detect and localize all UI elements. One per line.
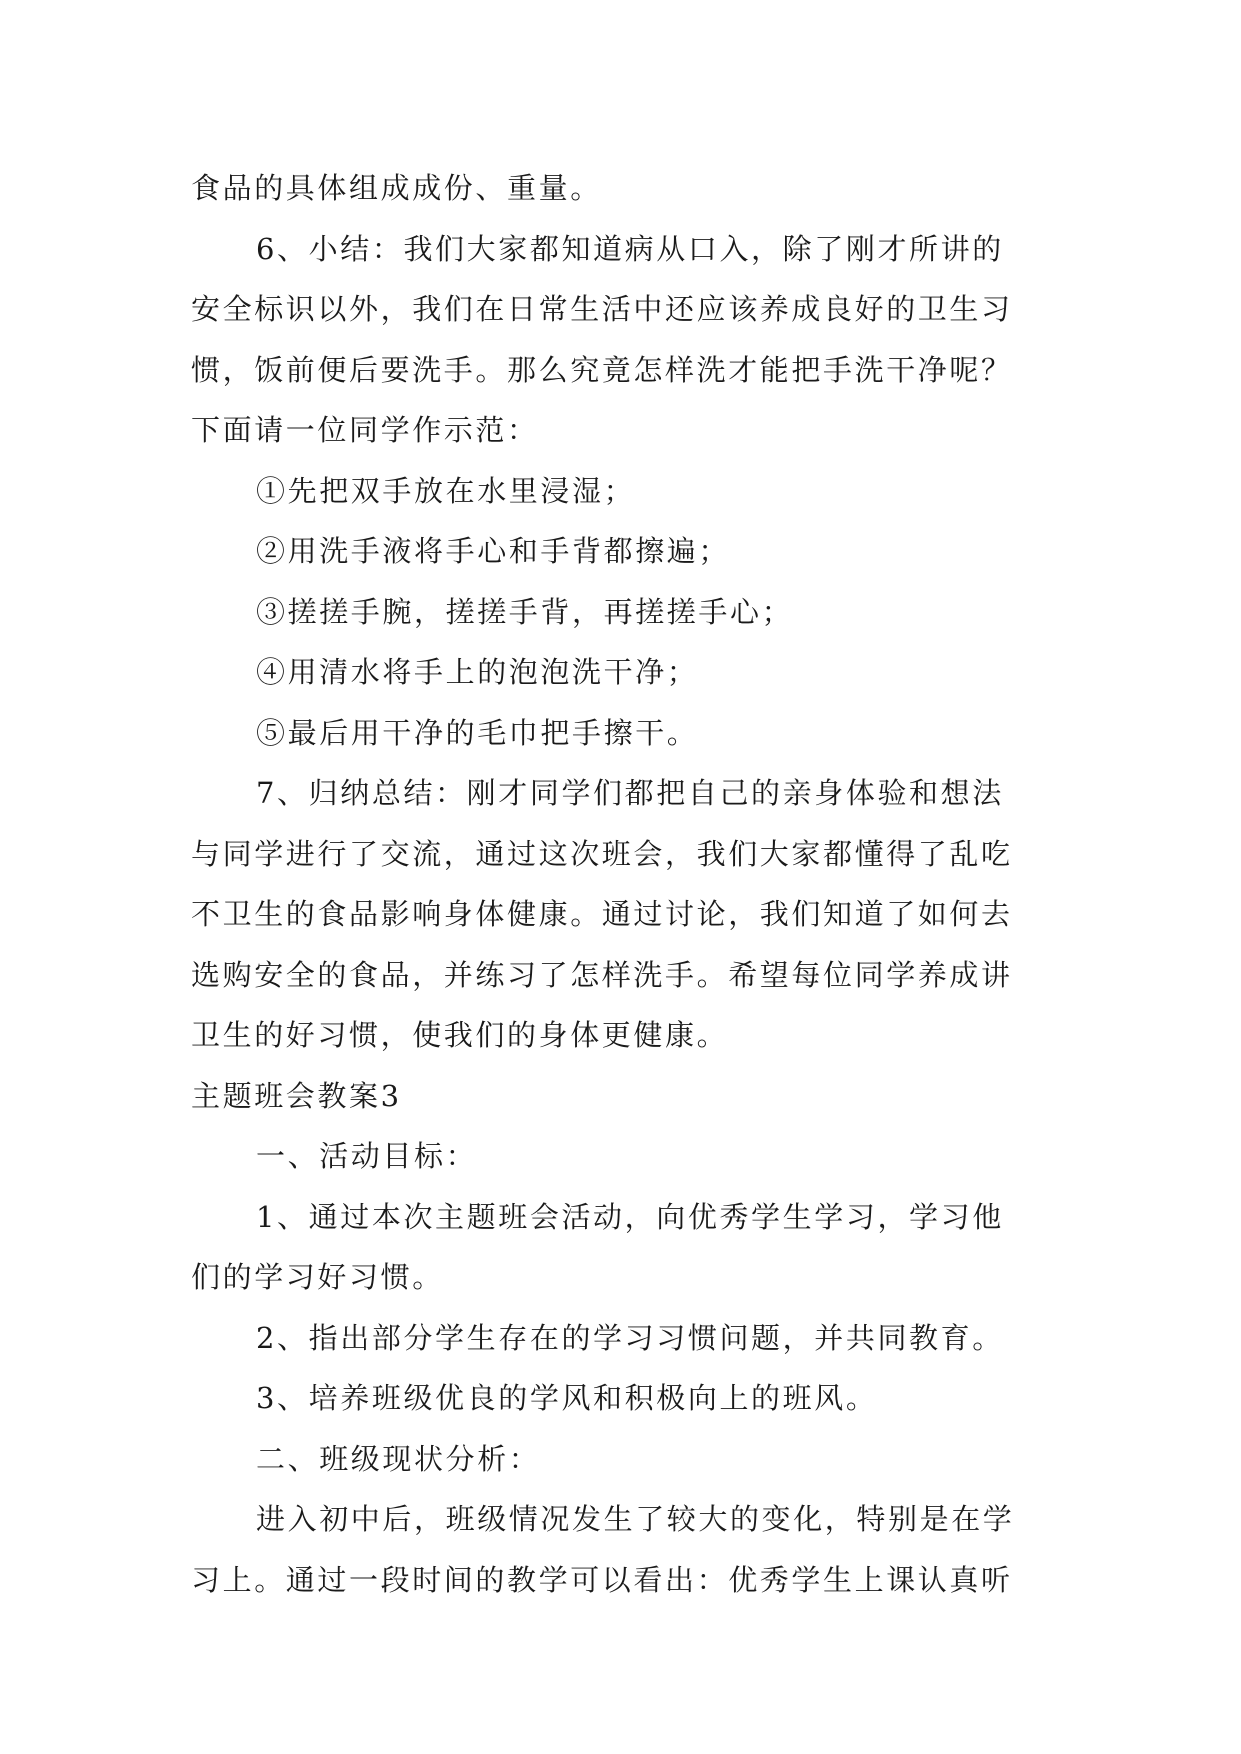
text-line: 安全标识以外，我们在日常生活中还应该养成良好的卫生习 <box>191 292 1013 326</box>
text-line: 惯，饭前便后要洗手。那么究竟怎样洗才能把手洗干净呢？ <box>191 352 1013 387</box>
text-line: 进入初中后，班级情况发生了较大的变化，特别是在学 <box>256 1502 1015 1536</box>
list-item: ④用清水将手上的泡泡洗干净； <box>256 655 699 689</box>
text-line: 2、指出部分学生存在的学习习惯问题，并共同教育。 <box>256 1320 1004 1355</box>
text-line: 选购安全的食品，并练习了怎样洗手。希望每位同学养成讲 <box>191 957 1013 992</box>
text-line: 卫生的好习惯，使我们的身体更健康。 <box>191 1018 729 1052</box>
text-line: 1、通过本次主题班会活动，向优秀学生学习，学习他 <box>256 1199 1004 1234</box>
text-line: 不卫生的食品影响身体健康。通过讨论，我们知道了如何去 <box>191 897 1013 931</box>
list-item: ⑤最后用干净的毛巾把手擦干。 <box>256 715 699 750</box>
list-item: ③搓搓手腕，搓搓手背，再搓搓手心； <box>256 594 794 629</box>
list-item: ①先把双手放在水里浸湿； <box>256 473 636 508</box>
text-line: 3、培养班级优良的学风和积极向上的班风。 <box>256 1381 878 1415</box>
section-heading: 一、活动目标： <box>256 1139 478 1173</box>
list-item: ②用洗手液将手心和手背都擦遍； <box>256 534 731 568</box>
text-line: 习上。通过一段时间的教学可以看出：优秀学生上课认真听 <box>191 1562 1013 1597</box>
document-body <box>191 158 1051 1610</box>
text-line: 们的学习好习惯。 <box>191 1260 444 1294</box>
text-line: 食品的具体组成成份、重量。 <box>191 171 602 205</box>
section-title: 主题班会教案3 <box>191 1078 402 1113</box>
text-line: 7、归纳总结：刚才同学们都把自己的亲身体验和想法 <box>256 776 1004 810</box>
text-line: 下面请一位同学作示范： <box>191 413 539 447</box>
text-line: 与同学进行了交流，通过这次班会，我们大家都懂得了乱吃 <box>191 836 1013 871</box>
section-heading: 二、班级现状分析： <box>256 1441 541 1476</box>
text-line: 6、小结：我们大家都知道病从口入，除了刚才所讲的 <box>256 231 1004 266</box>
